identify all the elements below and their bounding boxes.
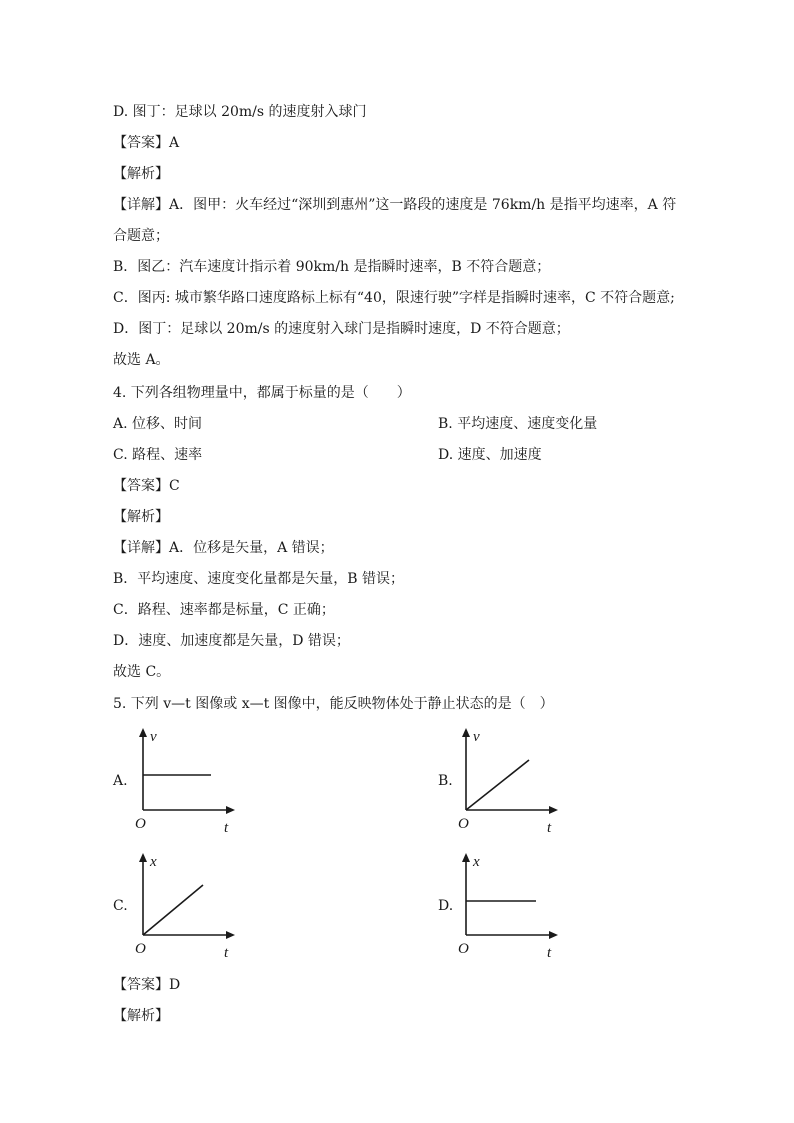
q4-option-a: A. 位移、时间: [113, 416, 203, 432]
x-axis-arrow: [226, 806, 235, 814]
q5-stem: 5. 下列 v—t 图像或 x—t 图像中，能反映物体处于静止状态的是（ ）: [113, 696, 554, 712]
x-axis-arrow: [549, 806, 558, 814]
q5-analysis-tag: 【解析】: [113, 1008, 169, 1024]
q4-detail-b: B．平均速度、速度变化量都是矢量，B 错误；: [113, 571, 405, 587]
q3-detail-a-cont: 合题意；: [113, 228, 169, 244]
q4-analysis-tag: 【解析】: [113, 509, 169, 525]
x-axis-arrow: [549, 931, 558, 939]
y-axis-arrow: [462, 728, 470, 737]
q5-graph-d-option: D.: [438, 898, 454, 914]
q5-graph-b-y-label: v: [473, 729, 480, 745]
q5-answer: 【答案】D: [113, 977, 181, 993]
q3-detail-a: 【详解】A．图甲：火车经过“深圳到惠州”这一路段的速度是 76km/h 是指平均速率，A 符: [113, 197, 677, 213]
q3-detail-d: D．图丁：足球以 20m/s 的速度射入球门是指瞬时速度，D 不符合题意；: [113, 321, 570, 337]
y-axis-arrow: [462, 853, 470, 862]
q4-option-b: B. 平均速度、速度变化量: [438, 416, 598, 432]
q5-graph-a-y-label: v: [150, 729, 157, 745]
q4-option-c: C. 路程、速率: [113, 447, 203, 463]
q4-stem: 4. 下列各组物理量中，都属于标量的是（ ）: [113, 385, 411, 401]
q4-option-d: D. 速度、加速度: [438, 447, 542, 463]
q3-answer: 【答案】A: [113, 135, 180, 151]
q3-option-d: D. 图丁：足球以 20m/s 的速度射入球门: [113, 104, 367, 120]
q5-graph-b-x-label: t: [547, 820, 552, 836]
q4-detail-d: D．速度、加速度都是矢量，D 错误；: [113, 633, 350, 649]
q4-detail-c: C．路程、速率都是标量，C 正确；: [113, 602, 335, 618]
q4-detail-a: 【详解】A．位移是矢量，A 错误；: [113, 540, 334, 556]
q4-conclusion: 故选 C。: [113, 664, 171, 680]
q3-conclusion: 故选 A。: [113, 352, 170, 368]
q3-analysis-tag: 【解析】: [113, 166, 169, 182]
q5-graph-a-origin: O: [135, 816, 146, 832]
q5-graph-c-origin: O: [135, 941, 146, 957]
x-axis-arrow: [226, 931, 235, 939]
q3-detail-c: C．图丙: 城市繁华路口速度路标上标有“40，限速行驶”字样是指瞬时速率，C 不符合题意;: [113, 290, 675, 306]
graph-line-rising: [143, 885, 203, 935]
q5-graph-d-x-label: t: [547, 945, 552, 961]
q5-graph-b-origin: O: [458, 816, 469, 832]
q5-graph-a-x-label: t: [224, 820, 229, 836]
q3-detail-b: B．图乙：汽车速度计指示着 90km/h 是指瞬时速率，B 不符合题意；: [113, 259, 551, 275]
q5-graph-d-y-label: x: [473, 854, 480, 870]
q5-graph-c-y-label: x: [150, 854, 157, 870]
graph-line-rising: [466, 760, 529, 810]
y-axis-arrow: [139, 853, 147, 862]
q5-graph-b-option: B.: [438, 773, 453, 789]
q5-graph-a-option: A.: [113, 773, 128, 789]
q4-answer: 【答案】C: [113, 478, 180, 494]
q5-graph-d-origin: O: [458, 941, 469, 957]
y-axis-arrow: [139, 728, 147, 737]
q5-graph-c-x-label: t: [224, 945, 229, 961]
q5-graph-c-option: C.: [113, 898, 128, 914]
